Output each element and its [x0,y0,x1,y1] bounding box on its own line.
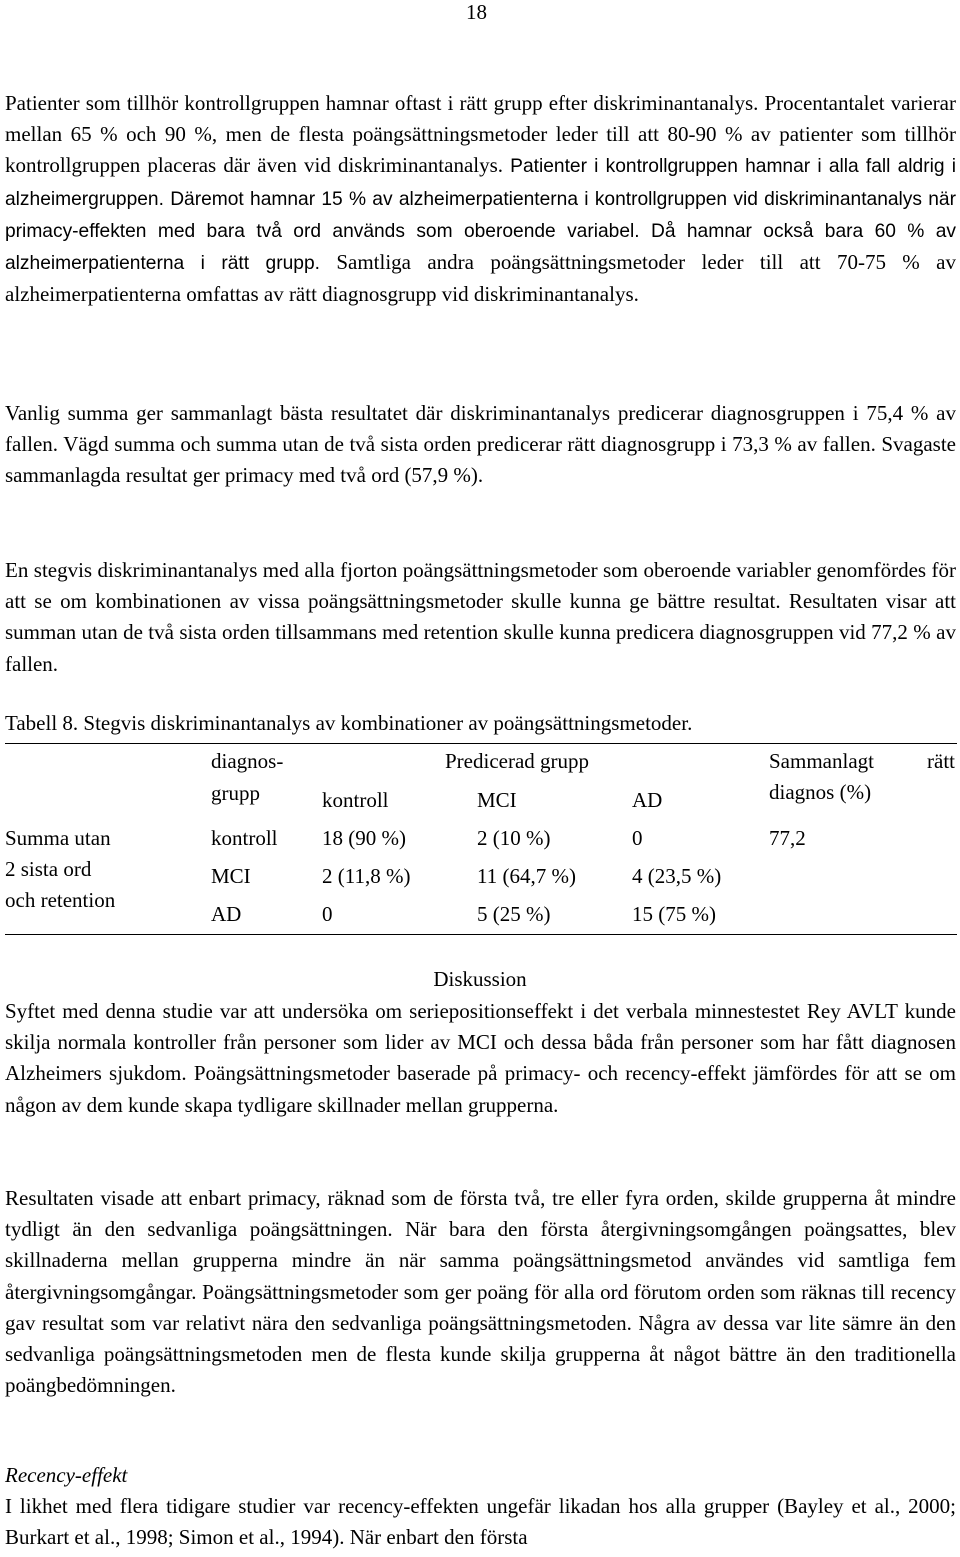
row-label-line3: och retention [5,888,116,912]
section-heading-diskussion: Diskussion [433,967,527,991]
paragraph-1-part-a: Patienter som tillhör kontrollgruppen hamnar oftast i rätt grupp efter diskriminantanalys. Procentantalet varierar mellan 65 % och 90 %, men de flesta poängsättningsmetoder leder till att 80-90 % av patienter som tillhör kontrollgruppen placeras där även vid diskriminantanalys. [5,91,956,178]
column-header-mci: MCI [477,788,517,812]
results-paragraph-1 [5,88,956,310]
cell-mci-mci: 11 (64,7 %) [477,864,576,888]
subheading-recency-effekt: Recency-effekt [5,1463,128,1487]
cell-mci-kontroll: 2 (11,8 %) [322,864,411,888]
header-predicerad-grupp: Predicerad grupp [445,749,590,773]
row-group-kontroll: kontroll [211,826,278,850]
cell-ad-ad: 15 (75 %) [632,902,716,926]
cell-ad-kontroll: 0 [322,902,333,926]
table-caption: Tabell 8. Stegvis diskriminantanalys av kombinationer av poängsättningsmetoder. [5,711,693,735]
column-header-ad: AD [632,788,663,812]
column-header-kontroll: kontroll [322,788,389,812]
paragraph-1-part-c: Samtliga andra poängsättningsmetoder leder till att 70-75 % av alzheimerpatienterna omfattas av rätt diagnosgrupp vid diskriminantanalys. [5,250,956,307]
discussion-paragraph-2: Resultaten visade att enbart primacy, räknad som de första två, tre eller fyra orden, skilde grupperna åt mindre tydligt än den sedvanliga poängsättningen. När bara den första återgivningsomgången poängsattes, blev skillnaderna mellan grupperna mindre än när samma poängsättningsmetod användes vid samtliga fem återgivningsomgångar. Poängsättningsmetoder som ger poäng för alla ord förutom orden som räknas till recency gav resultat som var relativt nära den sedvanliga poängsättningsmetoden. Några av dessa var lite sämre än den sedvanliga poängsättningsmetoden men de flesta kunde skilja grupperna åt något bättre än den traditionella poängbedömningen. [5,1186,956,1398]
paragraph-1-part-b: Patienter i kontrollgruppen hamnar i alla fall aldrig i alzheimergruppen. Däremot hamnar 15 % av alzheimerpatienterna i kontrollgruppen vid diskriminantanalys när primacy-effekten med bara två ord används som oberoende variabel. Då hamnar också bara 60 % av alzheimerpatienterna i rätt grupp. [5,156,957,275]
header-sammanlagt-line1: Sammanlagt rätt [769,749,955,773]
row-label-line2: 2 sista ord [5,857,92,881]
cell-total-correct: 77,2 [769,826,806,850]
discussion-paragraph-1: Syftet med denna studie var att undersöka om seriepositionseffekt i det verbala minnestestet Rey AVLT kunde skilja normala kontroller från personer som lider av MCI och dessa båda från personer som har fått diagnosen Alzheimers sjukdom. Poängsättningsmetoder baserade på primacy- och recency-effekt jämfördes för att se om någon av dem kunde skapa tydligare skillnader mellan grupperna. [5,999,956,1117]
header-sammanlagt-line2: diagnos (%) [769,780,872,804]
discussion-paragraph-3: I likhet med flera tidigare studier var recency-effekten ungefär likadan hos alla grupper (Bayley et al., 2000; Burkart et al., 1998; Simon et al., 1994). När enbart den första [5,1494,956,1550]
row-group-mci: MCI [211,864,251,888]
cell-kontroll-mci: 2 (10 %) [477,826,551,850]
results-table [5,743,957,935]
results-paragraph-2: Vanlig summa ger sammanlagt bästa resultatet där diskriminantanalys predicerar diagnosgruppen i 75,4 % av fallen. Vägd summa och summa utan de två sista orden predicerar rätt diagnosgrupp i 73,3 % av fallen. Svagaste sammanlagda resultat ger primacy med två ord (57,9 %). [5,401,956,488]
header-diagnosgrupp-line2: grupp [211,781,260,805]
cell-mci-ad: 4 (23,5 %) [632,864,722,888]
cell-ad-mci: 5 (25 %) [477,902,551,926]
page-number: 18 [466,0,487,24]
results-paragraph-3: En stegvis diskriminantanalys med alla fjorton poängsättningsmetoder som oberoende variabler genomfördes för att se om kombinationen av vissa poängsättningsmetoder skulle kunna ge bättre resultat. Resultaten visar att summan utan de två sista orden tillsammans med retention skulle kunna predicera diagnosgruppen vid 77,2 % av fallen. [5,558,956,676]
row-label-line1: Summa utan [5,826,111,850]
header-diagnosgrupp-line1: diagnos- [211,749,284,773]
cell-kontroll-ad: 0 [632,826,643,850]
row-group-ad: AD [211,902,242,926]
cell-kontroll-kontroll: 18 (90 %) [322,826,406,850]
